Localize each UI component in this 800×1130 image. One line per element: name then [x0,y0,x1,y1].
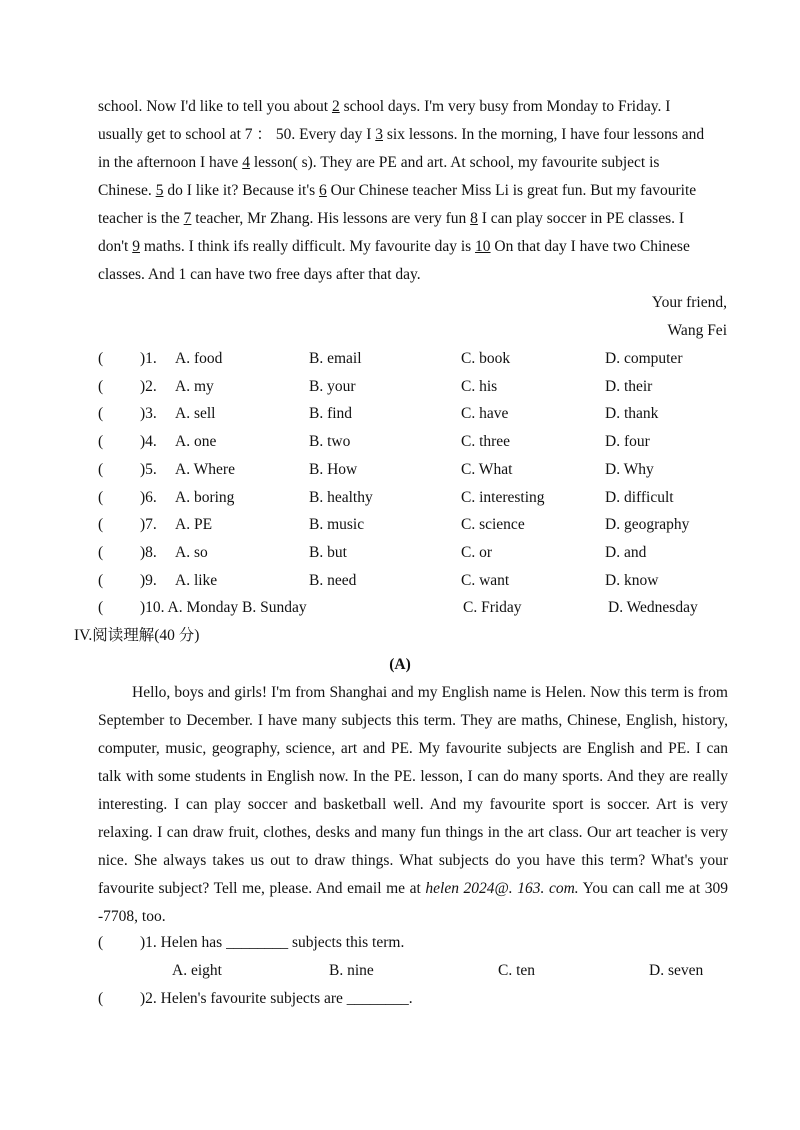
option-d: D. Wednesday [608,599,698,616]
option-c: C. his [461,378,498,395]
option-b: B. find [309,405,353,422]
reading-passage [98,679,728,931]
option-d: D. difficult [605,489,674,506]
text: maths. I think ifs really difficult. My favourite day is [139,238,476,255]
passage-line-3 [98,154,659,171]
option-c: C. What [461,461,513,478]
option-d: D. Why [605,461,654,478]
signoff-greeting: Your friend, [651,294,727,311]
text: ： [256,126,272,143]
text: lesson( s). They are PE and art. At school, my favourite subject is [249,154,660,171]
option-a: A. one [175,433,217,450]
question-row [98,929,738,957]
option-b: B. How [309,461,358,478]
text: Chinese. [98,182,156,199]
question-row [98,594,738,622]
blank-number: 4 [242,154,250,171]
option-a: A. boring [175,489,235,506]
option-d: D. computer [605,350,683,367]
option-c: C. interesting [461,489,545,506]
passage-text: Hello, boys and girls! I'm from Shanghai and my English name is Helen. Now this term is from September to December. I have many subjects this term. They are maths, Chinese, English, history, computer, music, geography, science, art and PE. My favourite subjects are English and PE. I can talk with some students in English now. In the PE. lesson, I can do many sports. And they are really interesting. I can play soccer and basketball well. And my favourite sport is soccer. Art is very relaxing. I can draw fruit, clothes, desks and many fun things in the art class. Our art teacher is very nice. She always takes us out to draw things. What subjects do you have this term? What's your favourite subject? Tell me, please. And email me at [98,684,728,897]
passage-line-2 [98,126,704,143]
blank-number: 7 [183,210,192,227]
option-d: D. their [605,378,653,395]
text: On that day I have two Chinese [490,238,690,255]
text: I can play soccer in PE classes. I [477,210,685,227]
question-number: )6. [140,489,157,506]
question-row [98,345,738,373]
section-heading: IV.阅读理解(40 分) [74,627,200,644]
passage-line-7: classes. And 1 can have two free days after that day. [98,266,421,283]
option-c: C. Friday [463,599,522,616]
option-a: A. so [175,544,208,561]
option-d: D. four [605,433,650,450]
option-a: A. food [175,350,223,367]
blank-number: 8 [470,210,478,227]
option-c: C. ten [498,962,536,979]
option-d: D. and [605,544,647,561]
text: six lessons. In the morning, I have four lessons and [383,126,705,143]
question-row [98,373,738,401]
question-number: )2. [140,378,157,395]
text: school. Now I'd like to tell you about [98,98,332,115]
question-number: )7. [140,516,157,533]
passage-line-6 [98,238,690,255]
blank-number: 2 [331,98,340,115]
cloze-passage [98,93,728,289]
option-c: C. book [461,350,511,367]
question-text: )10. A. Monday B. Sunday [140,599,307,616]
question-number: )8. [140,544,157,561]
answer-paren[interactable]: ( [98,378,104,395]
question-number: )1. [140,350,157,367]
option-d: D. thank [605,405,659,422]
option-b: B. your [309,378,356,395]
option-b: B. healthy [309,489,373,506]
answer-paren[interactable]: ( [98,516,104,533]
option-b: B. but [309,544,347,561]
blank-number: 3 [375,126,383,143]
answer-paren[interactable]: ( [98,433,104,450]
text: school days. I'm very busy from Monday to Friday. I [339,98,671,115]
text: don't [98,238,133,255]
question-number: )9. [140,572,157,589]
option-c: C. have [461,405,509,422]
answer-paren[interactable]: ( [98,461,104,478]
answer-paren[interactable]: ( [98,990,104,1007]
signoff-name: Wang Fei [667,322,727,339]
text: teacher, Mr Zhang. His lessons are very fun [191,210,471,227]
email-address: helen 2024@. 163. com. [425,880,579,897]
option-c: C. three [461,433,511,450]
option-b: B. music [309,516,365,533]
text: 50. Every day I [271,126,376,143]
text: in the afternoon I have [98,154,243,171]
question-row [98,428,738,456]
option-a: A. Where [175,461,235,478]
option-a: A. like [175,572,218,589]
answer-paren[interactable]: ( [98,599,104,616]
question-row [98,511,738,539]
option-c: C. or [461,544,492,561]
question-text: )2. Helen's favourite subjects are ________. [140,990,413,1007]
answer-paren[interactable]: ( [98,405,104,422]
text: teacher is the [98,210,184,227]
passage-title: (A) [389,656,411,673]
option-c: C. want [461,572,510,589]
question-number: )3. [140,405,157,422]
text: do I like it? Because it's [163,182,320,199]
answer-paren[interactable]: ( [98,489,104,506]
option-d: D. geography [605,516,690,533]
answer-paren[interactable]: ( [98,350,104,367]
question-row [98,484,738,512]
option-d: D. seven [649,962,704,979]
option-b: B. need [309,572,357,589]
question-row [98,985,738,1013]
blank-number: 10 [475,238,491,255]
question-number: )4. [140,433,157,450]
question-row [98,456,738,484]
option-b: B. two [309,433,351,450]
option-b: B. nine [329,962,374,979]
question-row [98,400,738,428]
answer-paren[interactable]: ( [98,544,104,561]
blank-number: 9 [132,238,140,255]
option-a: A. PE [175,516,213,533]
option-d: D. know [605,572,659,589]
text: usually get to school at 7 [98,126,257,143]
answer-paren[interactable]: ( [98,572,104,589]
answer-paren[interactable]: ( [98,934,104,951]
option-a: A. eight [172,962,222,979]
question-row [98,567,738,595]
passage-text: You can call me at 309 -7708, too. [98,880,728,925]
option-c: C. science [461,516,525,533]
option-b: B. email [309,350,362,367]
text: Our Chinese teacher Miss Li is great fun. But my favourite [326,182,697,199]
passage-line-4 [98,182,696,199]
option-a: A. my [175,378,214,395]
option-row [98,957,738,985]
passage-line-1 [98,98,670,115]
option-a: A. sell [175,405,216,422]
question-number: )5. [140,461,157,478]
question-row [98,539,738,567]
question-text: )1. Helen has ________ subjects this term. [140,934,405,951]
blank-number: 6 [319,182,327,199]
blank-number: 5 [155,182,164,199]
passage-line-5 [98,210,684,227]
